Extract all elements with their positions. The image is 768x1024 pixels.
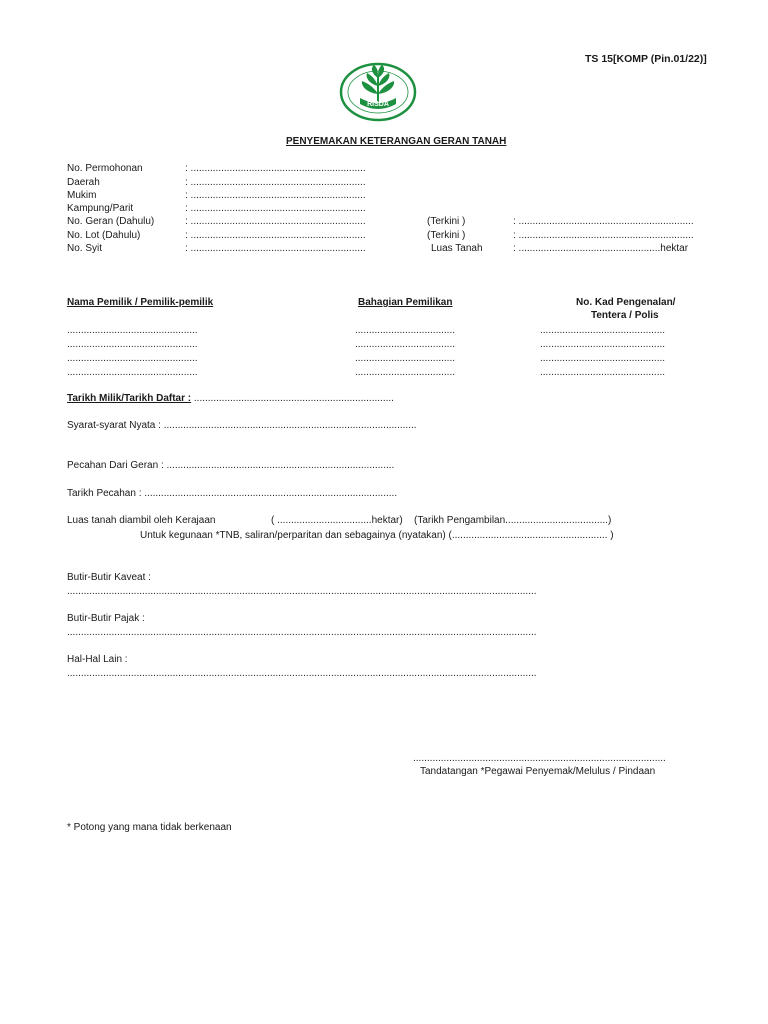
tarikh-pecahan: Tarikh Pecahan : ...........................................................................................: [67, 488, 398, 499]
signature-label: Tandatangan *Pegawai Penyemak/Melulus / Pindaan: [420, 766, 656, 777]
owner-share-row: ....................................: [355, 367, 456, 378]
header-no-kad: No. Kad Pengenalan/: [576, 297, 676, 308]
owner-ic-row: .............................................: [540, 339, 666, 350]
label-lot-terkini: (Terkini ): [427, 230, 466, 241]
value-no-lot: : ...............................................................: [185, 230, 366, 241]
tarikh-milik-label: Tarikh Milik/Tarikh Daftar :: [67, 393, 192, 404]
dots-butir-pajak: .........................................................................................................................................................................: [67, 627, 537, 638]
form-title: PENYEMAKAN KETERANGAN GERAN TANAH: [286, 136, 507, 147]
owner-ic-row: .............................................: [540, 353, 666, 364]
untuk-kegunaan: Untuk kegunaan *TNB, saliran/perparitan dan sebagainya (nyatakan) (........................................................ ): [140, 530, 614, 541]
owner-ic-row: .............................................: [540, 325, 666, 336]
value-no-permohonan: : ...............................................................: [185, 163, 366, 174]
label-no-lot: No. Lot (Dahulu): [67, 230, 141, 241]
value-tarikh-pengambilan: (Tarikh Pengambilan.....................................): [414, 515, 612, 526]
value-luas-diambil-hektar: ( ..................................hektar): [271, 515, 403, 526]
owner-share-row: ....................................: [355, 325, 456, 336]
header-bahagian-pemilikan: Bahagian Pemilikan: [358, 297, 453, 308]
footnote: * Potong yang mana tidak berkenaan: [67, 822, 232, 833]
label-butir-kaveat: Butir-Butir Kaveat :: [67, 572, 151, 583]
syarat-nyata: Syarat-syarat Nyata : ...........................................................................................: [67, 420, 417, 431]
value-lot-terkini: : ...............................................................: [513, 230, 694, 241]
owner-name-row: ...............................................: [67, 325, 198, 336]
owner-share-row: ....................................: [355, 353, 456, 364]
value-mukim: : ...............................................................: [185, 190, 366, 201]
value-no-syit: : ...............................................................: [185, 243, 366, 254]
logo-text: RISDA: [367, 101, 389, 108]
pecahan-dari-geran: Pecahan Dari Geran : ..................................................................................: [67, 460, 395, 471]
header-nama-pemilik: Nama Pemilik / Pemilik-pemilik: [67, 297, 214, 308]
label-kampung-parit: Kampung/Parit: [67, 203, 134, 214]
owner-name-row: ...............................................: [67, 339, 198, 350]
label-daerah: Daerah: [67, 177, 100, 188]
dots-butir-kaveat: .........................................................................................................................................................................: [67, 586, 537, 597]
value-daerah: : ...............................................................: [185, 177, 366, 188]
value-no-geran: : ...............................................................: [185, 216, 366, 227]
label-no-permohonan: No. Permohonan: [67, 163, 143, 174]
owner-name-row: ...............................................: [67, 353, 198, 364]
label-no-syit: No. Syit: [67, 243, 103, 254]
label-luas-tanah: Luas Tanah: [431, 243, 483, 254]
header-tentera-polis: Tentera / Polis: [591, 310, 659, 321]
owner-share-row: ....................................: [355, 339, 456, 350]
tarikh-milik-dots: ........................................................................: [191, 393, 394, 404]
value-geran-terkini: : ...............................................................: [513, 216, 694, 227]
label-butir-pajak: Butir-Butir Pajak :: [67, 613, 145, 624]
value-kampung-parit: : ...............................................................: [185, 203, 366, 214]
risda-logo: [338, 62, 418, 122]
label-geran-terkini: (Terkini ): [427, 216, 466, 227]
document-code: TS 15[KOMP (Pin.01/22)]: [585, 53, 707, 65]
tarikh-milik-line: [67, 393, 394, 405]
label-no-geran: No. Geran (Dahulu): [67, 216, 155, 227]
dots-hal-lain: .........................................................................................................................................................................: [67, 668, 537, 679]
label-hal-lain: Hal-Hal Lain :: [67, 654, 128, 665]
label-mukim: Mukim: [67, 190, 97, 201]
owner-ic-row: .............................................: [540, 367, 666, 378]
value-luas-tanah: : ...................................................hektar: [513, 243, 689, 254]
label-luas-diambil: Luas tanah diambil oleh Kerajaan: [67, 515, 216, 526]
owner-name-row: ...............................................: [67, 367, 198, 378]
signature-line: ...........................................................................................: [413, 753, 666, 764]
